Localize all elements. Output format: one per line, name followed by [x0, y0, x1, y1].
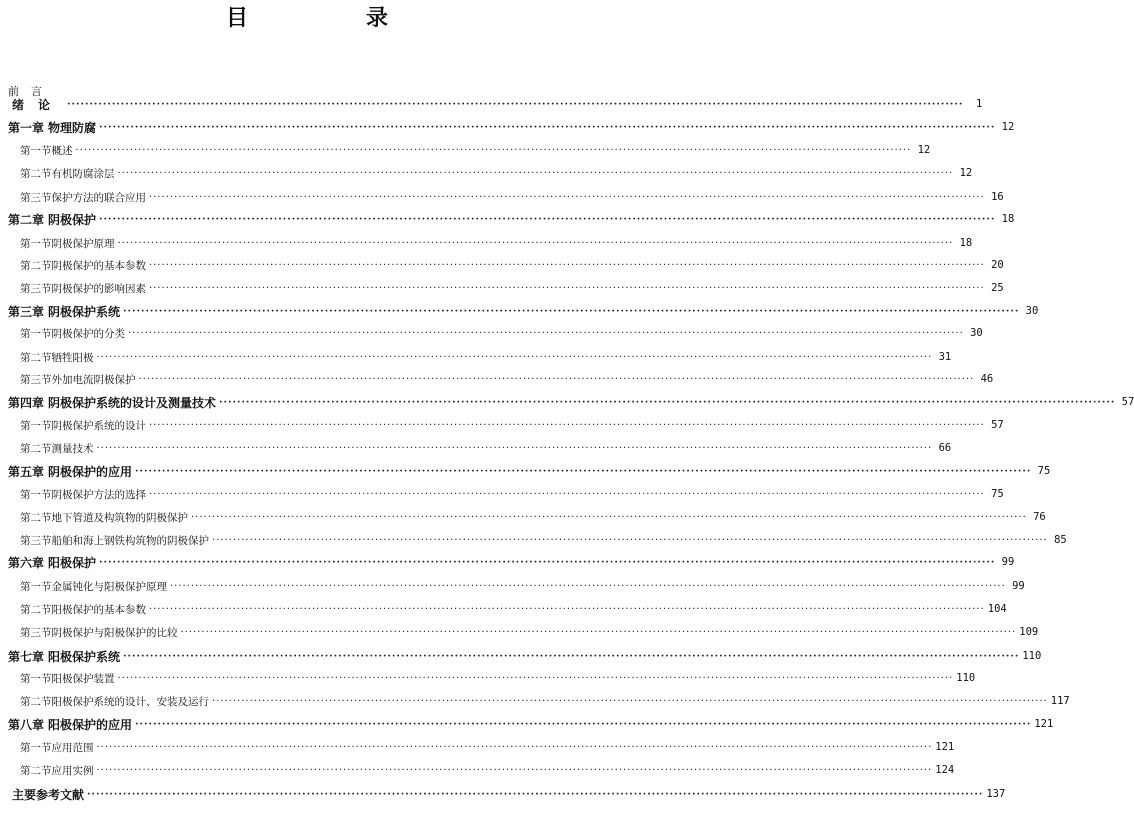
entry-title: 阴极保护系统的设计 — [51, 419, 146, 432]
page-number: 137 — [986, 788, 1006, 800]
dot-leader: ········································································································································································································ — [135, 465, 1032, 477]
page-number: 110 — [956, 672, 976, 684]
page-number: 66 — [938, 442, 952, 454]
page-number: 12 — [917, 144, 931, 156]
page-number: 75 — [1037, 465, 1051, 477]
entry-title: 阴极保护方法的选择 — [51, 488, 146, 501]
toc-section-entry — [8, 140, 931, 160]
entry-title: 阳极保护的基本参数 — [51, 603, 146, 616]
section-number: 第一节 — [20, 488, 52, 501]
dot-leader: ········································································································································································································ — [67, 98, 964, 110]
entry-title: 测量技术 — [51, 442, 94, 455]
dot-leader: ········································································································································································································ — [117, 167, 954, 179]
toc-chapter-entry — [8, 208, 1015, 230]
dot-leader: ········································································································································································································ — [99, 213, 996, 225]
entry-title: 阴极保护的基本参数 — [51, 259, 146, 272]
chapter-number: 第二章 — [8, 212, 45, 227]
page-number: 46 — [980, 373, 994, 385]
entry-title: 阴极保护系统的设计及测量技术 — [48, 395, 217, 410]
toc-section-entry — [8, 323, 983, 343]
page-number: 117 — [1050, 695, 1070, 707]
entry-title: 阴极保护的应用 — [48, 464, 133, 479]
section-number: 第一节 — [20, 419, 52, 432]
dot-leader: ········································································································································································································ — [149, 259, 985, 271]
dot-leader: ········································································································································································································ — [219, 396, 1116, 408]
page-number: 18 — [1001, 213, 1015, 225]
entry-title: 概述 — [51, 144, 73, 157]
toc-section-entry — [8, 187, 1004, 207]
toc-section-entry — [8, 668, 976, 688]
section-number: 第三节 — [20, 282, 52, 295]
chapter-number: 第一章 — [8, 120, 45, 135]
page-number: 99 — [1012, 580, 1025, 592]
page-number: 124 — [935, 764, 955, 776]
toc-chapter-entry — [8, 645, 1042, 667]
dot-leader: ········································································································································································································ — [149, 191, 985, 203]
dot-leader: ········································································································································································································ — [149, 488, 985, 500]
toc-section-entry — [8, 233, 973, 253]
entry-title: 保护方法的联合应用 — [51, 191, 146, 204]
entry-title: 阴极保护 — [48, 212, 97, 227]
toc-chapter-entry — [8, 391, 1134, 413]
entry-title: 牺牲阳极 — [51, 351, 94, 364]
toc-section-entry — [8, 760, 955, 780]
entry-title: 有机防腐涂层 — [51, 167, 115, 180]
dot-leader: ········································································································································································································ — [128, 327, 964, 339]
dot-leader: ········································································································································································································ — [138, 373, 975, 385]
toc-section-entry — [8, 163, 973, 183]
dot-leader: ········································································································································································································ — [149, 282, 985, 294]
dot-leader: ········································································································································································································ — [149, 603, 985, 615]
toc-chapter-entry — [8, 551, 1015, 573]
dot-leader: ········································································································································································································ — [180, 626, 1017, 638]
entry-title: 阳极保护系统的设计、安装及运行 — [51, 695, 209, 708]
entry-title: 地下管道及构筑物的阴极保护 — [51, 511, 188, 524]
dot-leader: ········································································································································································································ — [191, 511, 1027, 523]
page-number: 57 — [991, 419, 1004, 431]
dot-leader: ········································································································································································································ — [149, 419, 985, 431]
page-number: 18 — [959, 237, 973, 249]
section-number: 第二节 — [20, 511, 52, 524]
toc-section-entry — [8, 415, 1004, 435]
entry-title: 阴极保护的影响因素 — [51, 282, 146, 295]
entry-title: 物理防腐 — [48, 120, 97, 135]
page-number: 110 — [1022, 650, 1042, 662]
toc-chapter-entry — [8, 93, 983, 115]
entry-title: 船舶和海上钢铁构筑物的阴极保护 — [51, 534, 209, 547]
section-number: 第二节 — [20, 167, 52, 180]
toc-chapter-entry — [8, 713, 1054, 735]
section-number: 第二节 — [20, 442, 52, 455]
toc-section-entry — [8, 737, 955, 757]
page-number: 121 — [1034, 718, 1054, 730]
page-number: 104 — [987, 603, 1007, 615]
page-number: 12 — [1001, 121, 1015, 133]
entry-title: 阳极保护 — [48, 555, 97, 570]
toc-section-entry — [8, 507, 1046, 527]
chapter-number: 第三章 — [8, 304, 45, 319]
chapter-number: 第五章 — [8, 464, 45, 479]
dot-leader: ········································································································································································································ — [117, 237, 954, 249]
toc-section-entry — [8, 484, 1004, 504]
entry-title: 主要参考文献 — [12, 787, 85, 802]
page-number: 99 — [1001, 556, 1015, 568]
section-number: 第二节 — [20, 259, 52, 272]
entry-title: 阳极保护的应用 — [48, 717, 133, 732]
entry-title: 应用范围 — [51, 741, 94, 754]
entry-title: 阴极保护与阳极保护的比较 — [51, 626, 178, 639]
section-number: 第一节 — [20, 327, 52, 340]
toc-section-entry — [8, 347, 952, 367]
page-number: 76 — [1033, 511, 1046, 523]
section-number: 第三节 — [20, 626, 52, 639]
dot-leader: ········································································································································································································ — [87, 788, 984, 800]
section-number: 第二节 — [20, 695, 52, 708]
entry-title: 阳极保护装置 — [51, 672, 115, 685]
dot-leader: ········································································································································································································ — [117, 672, 954, 684]
page-number: 20 — [991, 259, 1004, 271]
chapter-number: 第四章 — [8, 395, 45, 410]
toc-chapter-entry — [8, 116, 1015, 138]
page-number: 75 — [991, 488, 1004, 500]
page-title: 目 录 — [225, 6, 436, 31]
toc-chapter-entry — [8, 300, 1039, 322]
page-number: 16 — [991, 191, 1004, 203]
section-number: 第二节 — [20, 764, 52, 777]
toc-chapter-entry — [8, 783, 1006, 805]
chapter-number: 第六章 — [8, 555, 45, 570]
dot-leader: ········································································································································································································ — [212, 695, 1048, 707]
section-number: 第一节 — [20, 144, 52, 157]
dot-leader: ········································································································································································································ — [135, 718, 1032, 730]
section-number: 第三节 — [20, 191, 52, 204]
dot-leader: ········································································································································································································ — [99, 121, 996, 133]
dot-leader: ········································································································································································································ — [96, 741, 933, 753]
page-number: 12 — [959, 167, 973, 179]
dot-leader: ········································································································································································································ — [99, 556, 996, 568]
entry-title: 阴极保护系统 — [48, 304, 121, 319]
page-number: 30 — [970, 327, 983, 339]
entry-title: 绪论 — [12, 97, 65, 112]
toc-section-entry — [8, 530, 1067, 550]
toc-section-entry — [8, 622, 1039, 642]
chapter-number: 第八章 — [8, 717, 45, 732]
page-number: 25 — [991, 282, 1004, 294]
dot-leader: ········································································································································································································ — [75, 144, 912, 156]
page-number: 57 — [1121, 396, 1134, 408]
toc-section-entry — [8, 369, 994, 389]
dot-leader: ········································································································································································································ — [212, 534, 1048, 546]
dot-leader: ········································································································································································································ — [170, 580, 1006, 592]
toc-chapter-entry — [8, 460, 1051, 482]
entry-title: 应用实例 — [51, 764, 94, 777]
dot-leader: ········································································································································································································ — [123, 650, 1020, 662]
section-number: 第二节 — [20, 351, 52, 364]
toc-section-entry — [8, 576, 1025, 596]
section-number: 第一节 — [20, 741, 52, 754]
page-number: 85 — [1054, 534, 1067, 546]
toc-section-entry — [8, 278, 1004, 298]
toc-section-entry — [8, 691, 1070, 711]
section-number: 第一节 — [20, 237, 52, 250]
chapter-number: 第七章 — [8, 649, 45, 664]
dot-leader: ········································································································································································································ — [96, 351, 933, 363]
entry-title: 阳极保护系统 — [48, 649, 121, 664]
section-number: 第三节 — [20, 373, 52, 386]
toc-section-entry — [8, 599, 1007, 619]
page-number: 121 — [935, 741, 955, 753]
section-number: 第一节 — [20, 580, 52, 593]
section-number: 第三节 — [20, 534, 52, 547]
section-number: 第二节 — [20, 603, 52, 616]
dot-leader: ········································································································································································································ — [123, 305, 1020, 317]
entry-title: 金属钝化与阳极保护原理 — [51, 580, 167, 593]
page-number: 31 — [938, 351, 952, 363]
page-number: 30 — [1025, 305, 1039, 317]
toc-section-entry — [8, 255, 1004, 275]
foreword-entry: 前言 — [8, 85, 54, 98]
page-number: 109 — [1019, 626, 1039, 638]
entry-title: 阴极保护的分类 — [51, 327, 125, 340]
section-number: 第一节 — [20, 672, 52, 685]
entry-title: 阴极保护原理 — [51, 237, 115, 250]
page-number: 1 — [975, 98, 983, 110]
dot-leader: ········································································································································································································ — [96, 764, 933, 776]
entry-title: 外加电流阴极保护 — [51, 373, 136, 386]
dot-leader: ········································································································································································································ — [96, 442, 933, 454]
toc-section-entry — [8, 438, 952, 458]
